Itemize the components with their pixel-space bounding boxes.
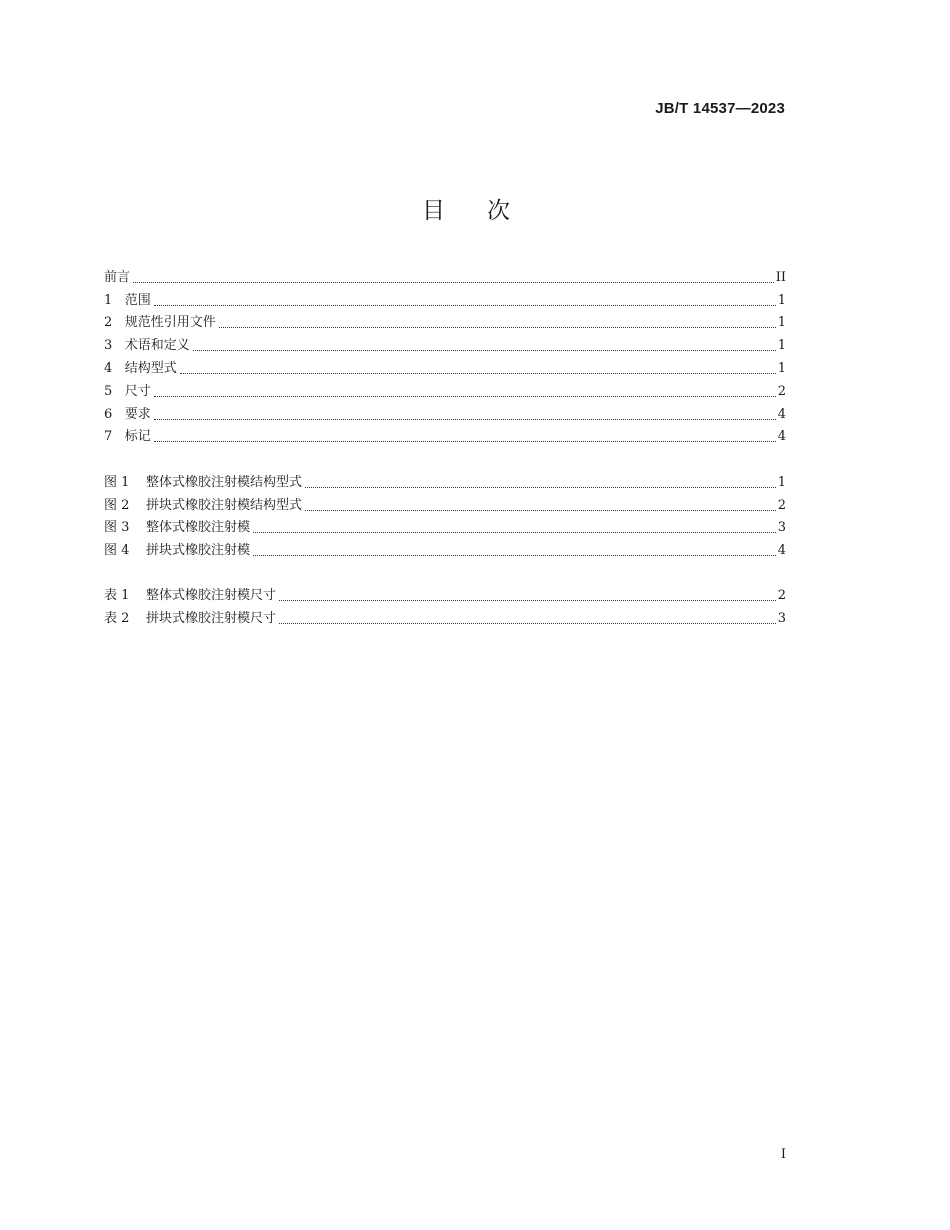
- toc-entry-label: 整体式橡胶注射模: [145, 520, 250, 536]
- toc-tables-section: [104, 582, 786, 628]
- toc-entry-gap: [112, 292, 124, 310]
- dot-leader: [279, 623, 776, 624]
- toc-entry-gap: [112, 428, 124, 446]
- toc-main-section: [104, 264, 786, 446]
- dot-leader: [180, 373, 776, 374]
- toc-entry-gap: [112, 383, 124, 401]
- dot-leader: [154, 419, 776, 420]
- toc-entry-label: 拼块式橡胶注射模尺寸: [145, 610, 276, 626]
- toc-entry-label: 范围: [124, 292, 151, 308]
- toc-entry[interactable]: [104, 492, 786, 515]
- page-number: I: [780, 1147, 786, 1162]
- toc-entry[interactable]: [104, 264, 786, 287]
- toc-entry-gap: [129, 519, 146, 537]
- toc-entry[interactable]: [104, 605, 786, 628]
- toc-entry-number: 7: [104, 429, 113, 445]
- toc-entry[interactable]: [104, 310, 786, 333]
- dot-leader: [253, 532, 776, 533]
- page-title: 目次: [422, 198, 552, 224]
- dot-leader: [279, 600, 776, 601]
- toc-entry-label: 结构型式: [124, 360, 177, 376]
- dot-leader: [253, 555, 776, 556]
- toc-entry-page: 3: [777, 610, 786, 626]
- toc-entry-label: 整体式橡胶注射模尺寸: [145, 587, 276, 603]
- toc-entry[interactable]: [104, 378, 786, 401]
- toc-entry-gap: [129, 474, 146, 492]
- dot-leader: [154, 396, 776, 397]
- toc-entry-gap: [129, 587, 146, 605]
- toc-entry[interactable]: [104, 515, 786, 538]
- toc-entry[interactable]: [104, 355, 786, 378]
- toc-entry-gap: [129, 610, 146, 628]
- toc-entry-page: 2: [777, 587, 786, 603]
- toc-entry[interactable]: [104, 537, 786, 560]
- dot-leader: [305, 487, 776, 488]
- dot-leader: [193, 350, 776, 351]
- toc-entry-page: 3: [777, 520, 786, 536]
- toc-entry-gap: [112, 314, 124, 332]
- toc-entry-label: 整体式橡胶注射模结构型式: [145, 474, 302, 490]
- toc-entry-label: 标记: [124, 429, 151, 445]
- toc-entry-page: 4: [777, 429, 786, 445]
- toc-entry-gap: [129, 542, 146, 560]
- toc-entry[interactable]: [104, 287, 786, 310]
- toc-entry-page: 2: [777, 497, 786, 513]
- toc-entry-label: 拼块式橡胶注射模: [145, 543, 250, 559]
- toc-entry-number: 图 1: [104, 474, 130, 490]
- document-code: JB/T 14537—2023: [655, 100, 785, 117]
- toc-entry-label: 尺寸: [124, 383, 151, 399]
- toc-entry-gap: [129, 497, 146, 515]
- toc-entry-number: 表 2: [104, 610, 130, 626]
- toc-entry-page: 1: [777, 360, 786, 376]
- dot-leader: [154, 305, 776, 306]
- toc-entry[interactable]: [104, 401, 786, 424]
- toc-entry-page: 1: [777, 338, 786, 354]
- toc-entry-page: 1: [777, 315, 786, 331]
- dot-leader: [219, 327, 776, 328]
- toc-entry-number: 表 1: [104, 587, 130, 603]
- toc-entry-page: 1: [777, 292, 786, 308]
- toc-entry-number: 4: [104, 360, 113, 376]
- toc-entry-number: 1: [104, 292, 113, 308]
- toc-entry-page: 2: [777, 383, 786, 399]
- dot-leader: [154, 441, 776, 442]
- toc-entry[interactable]: [104, 424, 786, 447]
- toc-entry-number: 图 4: [104, 543, 130, 559]
- toc-entry-label: 拼块式橡胶注射模结构型式: [145, 497, 302, 513]
- dot-leader: [133, 282, 774, 283]
- toc-entry[interactable]: [104, 332, 786, 355]
- toc-entry-label: 要求: [124, 406, 151, 422]
- toc-entry[interactable]: [104, 469, 786, 492]
- toc-entry[interactable]: [104, 582, 786, 605]
- toc-entry-gap: [112, 337, 124, 355]
- toc-entry-number: 5: [104, 383, 113, 399]
- toc-entry-number: 图 3: [104, 520, 130, 536]
- toc-entry-label: 前言: [104, 269, 131, 285]
- toc-entry-page: 1: [777, 474, 786, 490]
- dot-leader: [305, 510, 776, 511]
- toc-entry-label: 术语和定义: [124, 338, 190, 354]
- toc-entry-page: 4: [777, 543, 786, 559]
- toc-entry-page: 4: [777, 406, 786, 422]
- toc-entry-page: II: [775, 269, 786, 285]
- toc-entry-label: 规范性引用文件: [124, 315, 216, 331]
- toc-figures-section: [104, 469, 786, 560]
- toc-entry-number: 6: [104, 406, 113, 422]
- toc-entry-number: 图 2: [104, 497, 130, 513]
- toc-entry-number: 3: [104, 338, 113, 354]
- toc-entry-number: 2: [104, 315, 113, 331]
- toc-entry-gap: [112, 360, 124, 378]
- toc-entry-gap: [112, 406, 124, 424]
